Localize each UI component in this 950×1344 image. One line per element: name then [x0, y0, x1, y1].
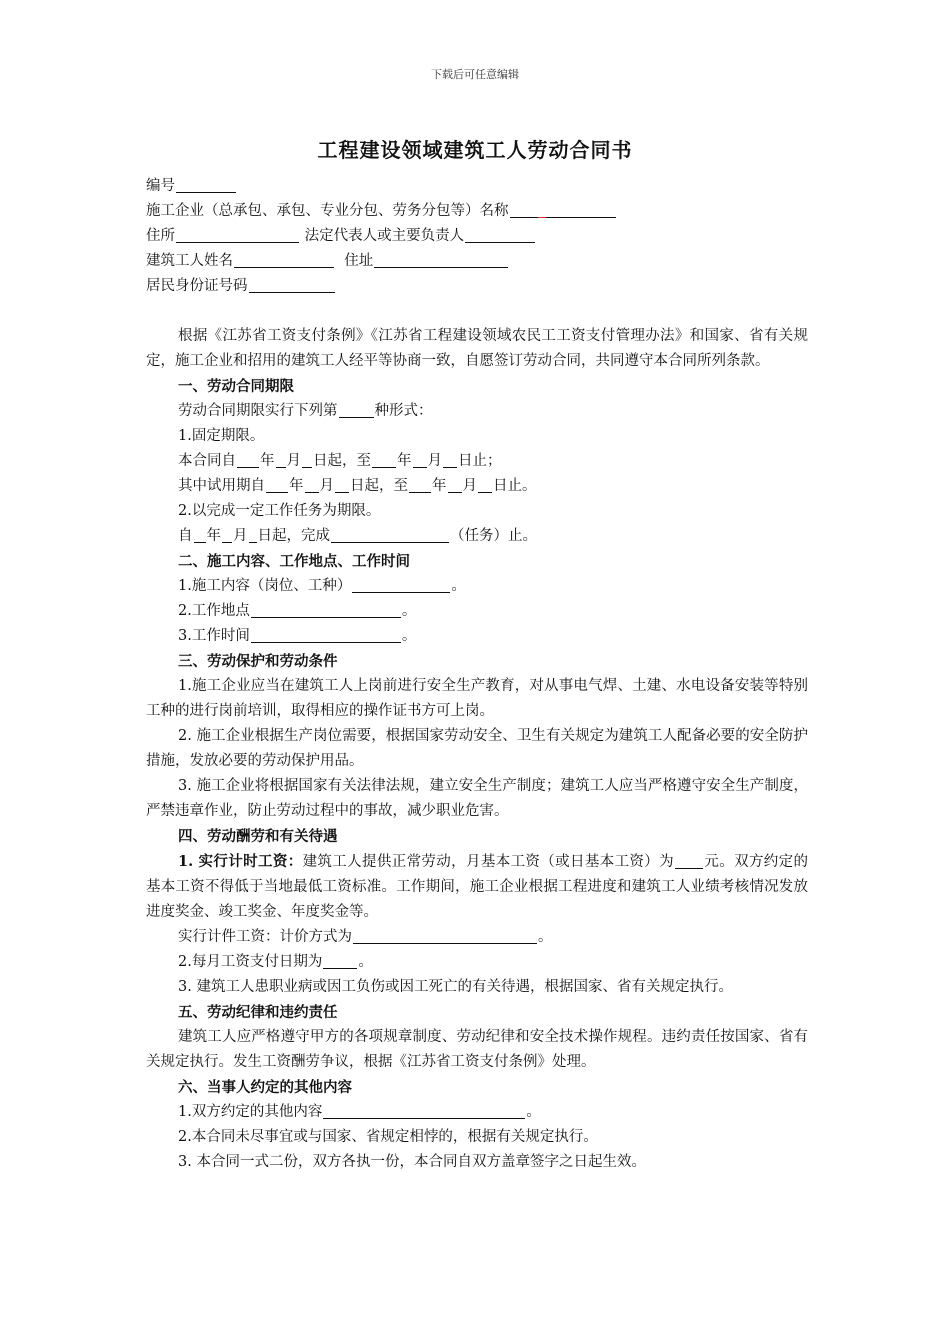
period: 。 — [538, 929, 553, 945]
year-label: 年 — [432, 478, 447, 494]
day-to-label: 日止； — [458, 453, 502, 469]
section-5-p1: 建筑工人应严格遵守甲方的各项规章制度、劳动纪律和安全技术操作规程。违约责任按国家、省有关规定执行。发生工资酬劳争议，根据《江苏省工资支付条例》处理。 — [146, 1029, 808, 1070]
company-line — [146, 199, 808, 224]
work-place-blank[interactable] — [251, 601, 401, 618]
work-place-line — [146, 599, 808, 624]
year-label: 年 — [206, 528, 221, 544]
year-label: 年 — [260, 453, 275, 469]
work-content-label: 1.施工内容（岗位、工种） — [178, 578, 352, 594]
task-year-blank[interactable] — [194, 526, 206, 543]
number-label: 编号 — [146, 178, 175, 194]
payday-blank[interactable] — [323, 952, 357, 969]
section-1-heading: 一、劳动合同期限 — [178, 378, 294, 395]
piece-wage-line — [146, 925, 808, 950]
trial-end-day-blank[interactable] — [478, 476, 492, 493]
day-from-label: 日起，至 — [350, 478, 408, 494]
task-end-label: （任务）止。 — [450, 528, 537, 544]
work-content-line — [146, 574, 808, 599]
month-label: 月 — [462, 478, 477, 494]
work-time-line — [146, 624, 808, 649]
section-5-heading: 五、劳动纪律和违约责任 — [178, 1004, 338, 1021]
form-blank[interactable] — [339, 401, 374, 418]
section-4-p3: 3. 建筑工人患职业病或因工负伤或因工死亡的有关待遇，根据国家、省有关规定执行。 — [178, 979, 733, 995]
section-6-p2: 2.本合同未尽事宜或与国家、省规定相悖的，根据有关规定执行。 — [178, 1129, 598, 1145]
section-2-heading: 二、施工内容、工作地点、工作时间 — [178, 553, 410, 570]
trial-start-day-blank[interactable] — [335, 476, 349, 493]
id-line — [146, 274, 808, 299]
base-wage-text-b: 元。双方约定的基本工资不得低于当地最低工资标准。工作期间，施工企业根据工程进度和建筑工人业绩考核情况发放进度奖金、竣工奖金、年度奖金等。 — [146, 854, 809, 920]
id-label: 居民身份证号码 — [146, 278, 248, 294]
trial-label: 其中试用期自 — [178, 478, 265, 494]
worker-address-blank[interactable] — [374, 251, 508, 268]
form-label-b: 种形式： — [374, 403, 433, 419]
section-6-heading: 六、当事人约定的其他内容 — [178, 1079, 352, 1096]
section-3-heading: 三、劳动保护和劳动条件 — [178, 653, 338, 670]
month-label: 月 — [233, 528, 248, 544]
trial-end-month-blank[interactable] — [448, 476, 462, 493]
intro-paragraph: 根据《江苏省工资支付条例》《江苏省工程建设领域农民工工资支付管理办法》和国家、省有关规定，施工企业和招用的建筑工人经平等协商一致，自愿签订劳动合同，共同遵守本合同所列条款。 — [146, 328, 808, 369]
task-blank[interactable] — [331, 526, 449, 543]
other-content-line — [146, 1100, 808, 1125]
piece-wage-blank[interactable] — [353, 927, 537, 944]
form-label-a: 劳动合同期限实行下列第 — [178, 403, 338, 419]
section-3-p2: 2. 施工企业根据生产岗位需要，根据国家劳动安全、卫生有关规定为建筑工人配备必要的安全防护措施，发放必要的劳动保护用品。 — [146, 728, 808, 769]
period: 。 — [451, 578, 466, 594]
number-blank[interactable] — [176, 176, 236, 193]
time-wage-label: 1. 实行计时工资： — [178, 853, 303, 870]
start-year-blank[interactable] — [237, 451, 259, 468]
term-line — [146, 449, 808, 474]
task-from-label: 自 — [178, 528, 193, 544]
work-place-label: 2.工作地点 — [178, 603, 250, 619]
month-label: 月 — [286, 453, 301, 469]
work-time-blank[interactable] — [251, 626, 401, 643]
task-complete-label: 日起，完成 — [257, 528, 330, 544]
id-blank[interactable] — [249, 276, 335, 293]
piece-wage-label: 实行计件工资：计价方式为 — [178, 929, 352, 945]
address-line — [146, 224, 808, 249]
worker-name-label: 建筑工人姓名 — [146, 253, 233, 269]
period: 。 — [526, 1104, 541, 1120]
section-4-p1 — [146, 849, 808, 925]
worker-address-label: 住址 — [344, 253, 374, 269]
period: 。 — [401, 628, 417, 644]
month-label: 月 — [319, 478, 334, 494]
end-month-blank[interactable] — [413, 451, 427, 468]
year-label: 年 — [397, 453, 412, 469]
legal-rep-blank[interactable] — [465, 226, 535, 243]
header-note: 下载后可任意编辑 — [431, 68, 519, 81]
term-label: 本合同自 — [178, 453, 236, 469]
year-label: 年 — [289, 478, 304, 494]
other-content-label: 1.双方约定的其他内容 — [178, 1104, 323, 1120]
task-month-blank[interactable] — [222, 526, 232, 543]
section-4-heading: 四、劳动酬劳和有关待遇 — [178, 828, 338, 845]
section-3-p3: 3. 施工企业将根据国家有关法律法规，建立安全生产制度；建筑工人应当严格遵守安全生产制度，严禁违章作业，防止劳动过程中的事故，减少职业危害。 — [146, 778, 808, 819]
start-month-blank[interactable] — [276, 451, 286, 468]
work-time-label: 3.工作时间 — [178, 628, 250, 644]
legal-rep-label: 法定代表人或主要负责人 — [304, 228, 465, 244]
worker-name-blank[interactable] — [234, 251, 334, 268]
section-6-p3: 3. 本合同一式二份，双方各执一份，本合同自双方盖章签字之日起生效。 — [178, 1154, 646, 1170]
month-label: 月 — [427, 453, 442, 469]
trial-start-year-blank[interactable] — [266, 476, 288, 493]
section-3-p1: 1.施工企业应当在建筑工人上岗前进行安全生产教育，对从事电气焊、土建、水电设备安装等特别工种的进行岗前培训，取得相应的操作证书方可上岗。 — [146, 678, 808, 719]
contract-body — [146, 174, 808, 1175]
document-title: 工程建设领域建筑工人劳动合同书 — [317, 138, 633, 162]
address-label: 住所 — [146, 228, 175, 244]
trial-end-year-blank[interactable] — [409, 476, 431, 493]
day-to-label: 日止。 — [493, 478, 537, 494]
end-day-blank[interactable] — [443, 451, 457, 468]
form-line — [146, 399, 808, 424]
end-year-blank[interactable] — [372, 451, 396, 468]
company-label: 施工企业（总承包、承包、专业分包、劳务分包等）名称 — [146, 203, 509, 219]
base-wage-blank[interactable] — [675, 852, 703, 869]
address-blank[interactable] — [176, 226, 299, 243]
worker-line — [146, 249, 808, 274]
payday-label: 2.每月工资支付日期为 — [178, 954, 323, 970]
work-content-blank[interactable] — [352, 576, 450, 593]
period: 。 — [401, 603, 417, 619]
start-day-blank[interactable] — [302, 451, 312, 468]
company-blank[interactable] — [510, 201, 616, 218]
number-line — [146, 174, 808, 199]
other-content-blank[interactable] — [323, 1102, 525, 1119]
task-day-blank[interactable] — [249, 526, 257, 543]
payday-line — [146, 950, 808, 975]
fixed-term-title: 1.固定期限。 — [178, 428, 265, 444]
period: 。 — [358, 954, 373, 970]
task-line — [146, 524, 808, 549]
base-wage-text: 建筑工人提供正常劳动，月基本工资（或日基本工资）为 — [302, 854, 675, 870]
trial-start-month-blank[interactable] — [305, 476, 319, 493]
task-term-title: 2.以完成一定工作任务为期限。 — [178, 503, 381, 519]
trial-line — [146, 474, 808, 499]
day-from-label: 日起，至 — [313, 453, 371, 469]
